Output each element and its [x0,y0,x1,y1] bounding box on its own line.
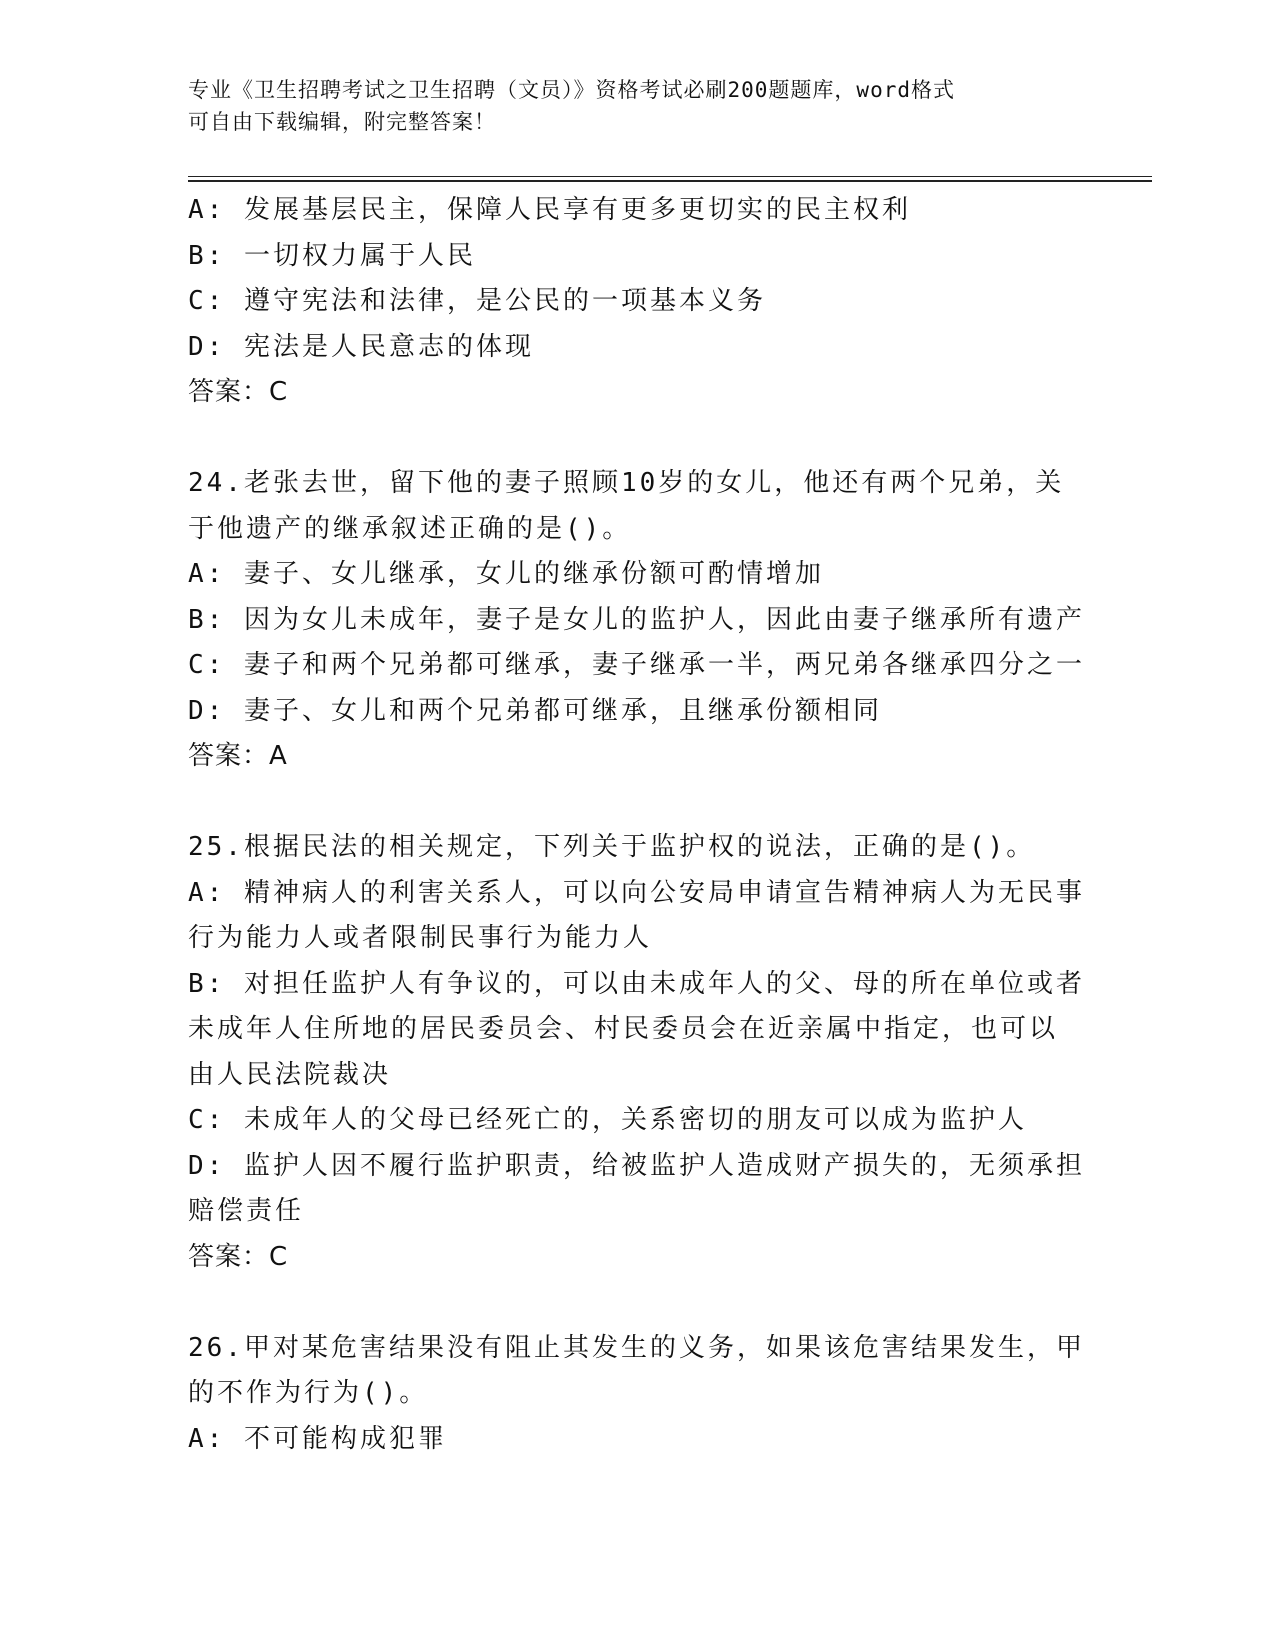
question-24 [188,461,1085,780]
option-d: D: 宪法是人民意志的体现 [188,331,534,362]
question-25 [188,825,1085,1280]
header-divider-thick [188,180,1152,182]
question-23 [188,188,1078,416]
option-b: B: 对担任监护人有争议的，可以由未成年人的父、母的所在单位或者 [188,968,1085,999]
option-b-continued: 由人民法院裁决 [188,1059,392,1090]
spacer [188,416,1078,462]
spacer [188,1280,1078,1326]
document-header [188,74,1068,138]
option-b-continued: 未成年人住所地的居民委员会、村民委员会在近亲属中指定，也可以 [188,1014,1059,1044]
option-d-continued: 赔偿责任 [188,1196,305,1226]
option-a: A: 精神病人的利害关系人，可以向公安局申请宣告精神病人为无民事 [188,877,1085,908]
answer: 答案：C [188,377,289,407]
option-b: B: 因为女儿未成年，妻子是女儿的监护人，因此由妻子继承所有遗产 [188,604,1085,635]
question-stem: 的不作为行为()。 [188,1378,429,1408]
option-d: D: 监护人因不履行监护职责，给被监护人造成财产损失的，无须承担 [188,1150,1085,1181]
header-line-2: 可自由下载编辑，附完整答案！ [188,110,496,134]
answer: 答案：C [188,1241,289,1272]
header-line-1: 专业《卫生招聘考试之卫生招聘（文员）》资格考试必刷200题题库，word格式 [188,78,955,102]
question-stem: 于他遗产的继承叙述正确的是()。 [188,513,632,544]
question-stem: 24.老张去世，留下他的妻子照顾10岁的女儿，他还有两个兄弟，关 [188,468,1065,498]
option-d: D: 妻子、女儿和两个兄弟都可继承，且继承份额相同 [188,695,882,726]
option-c: C: 妻子和两个兄弟都可继承，妻子继承一半，两兄弟各继承四分之一 [188,650,1085,680]
option-a: A: 发展基层民主，保障人民享有更多更切实的民主权利 [188,195,911,225]
option-a: A: 妻子、女儿继承，女儿的继承份额可酌情增加 [188,559,824,589]
option-c: C: 未成年人的父母已经死亡的，关系密切的朋友可以成为监护人 [188,1105,1027,1135]
question-list [188,188,1085,1462]
answer: 答案：A [188,741,288,771]
question-26 [188,1326,1085,1463]
option-b: B: 一切权力属于人民 [188,240,476,271]
option-c: C: 遵守宪法和法律，是公民的一项基本义务 [188,286,766,316]
header-divider-thin [188,176,1152,177]
question-stem: 26.甲对某危害结果没有阻止其发生的义务，如果该危害结果发生，甲 [188,1332,1085,1363]
question-stem: 25.根据民法的相关规定，下列关于监护权的说法，正确的是()。 [188,832,1036,862]
spacer [188,780,1078,826]
option-a-continued: 行为能力人或者限制民事行为能力人 [188,923,653,953]
option-a: A: 不可能构成犯罪 [188,1423,447,1454]
